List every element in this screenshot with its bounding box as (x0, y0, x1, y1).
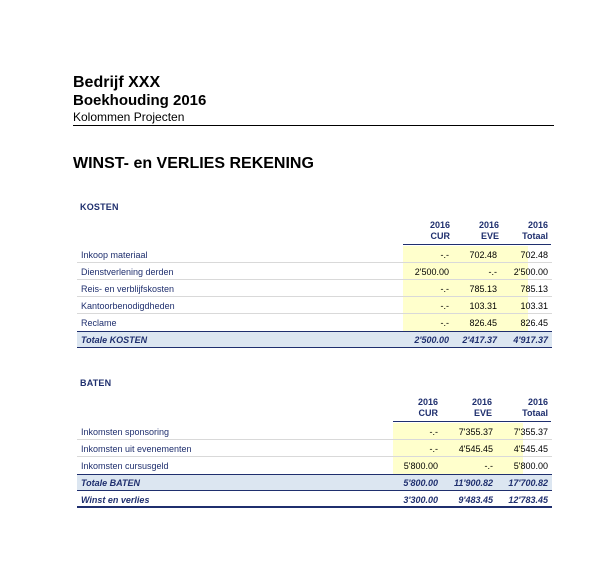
value-totaal: 826.45 (520, 318, 548, 328)
table-row (77, 263, 552, 280)
column-year: 2016 (429, 220, 450, 230)
total-eve: 11'900.82 (453, 478, 493, 488)
net-result-label: Winst en verlies (81, 495, 150, 505)
value-eve: 826.45 (469, 318, 497, 328)
value-cur: -.- (440, 284, 449, 294)
value-totaal: 103.31 (520, 301, 548, 311)
value-eve: -.- (488, 267, 497, 277)
column-year: 2016 (471, 397, 492, 407)
value-eve: 4'545.45 (458, 444, 493, 454)
column-header-cur (400, 220, 450, 242)
value-cur: -.- (429, 427, 438, 437)
value-cur: -.- (440, 301, 449, 311)
net-bottom-rule (77, 506, 552, 508)
total-top-rule (77, 331, 552, 332)
total-top-rule (77, 474, 552, 475)
column-header-totaal (500, 397, 548, 419)
total-label: Totale KOSTEN (81, 335, 148, 345)
table-row (77, 280, 552, 297)
value-eve: -.- (484, 461, 493, 471)
table-row (77, 246, 552, 263)
value-totaal: 5'800.00 (513, 461, 548, 471)
table-row (77, 314, 552, 331)
column-year: 2016 (417, 397, 438, 407)
net-totaal: 12'783.45 (508, 495, 548, 505)
value-cur: -.- (429, 444, 438, 454)
column-header-underline (393, 421, 551, 422)
column-name: Totaal (522, 231, 548, 241)
total-totaal: 17'700.82 (508, 478, 548, 488)
row-label: Dienstverlening derden (81, 267, 174, 277)
table-row (77, 297, 552, 314)
total-totaal: 4'917.37 (513, 335, 548, 345)
column-name: Totaal (522, 408, 548, 418)
row-label: Inkomsten uit evenementen (81, 444, 192, 454)
value-eve: 103.31 (469, 301, 497, 311)
column-year: 2016 (527, 220, 548, 230)
table-row (77, 440, 552, 457)
row-label: Inkomsten cursusgeld (81, 461, 169, 471)
company-name: Bedrijf XXX (73, 74, 161, 91)
column-header-cur (388, 397, 438, 419)
report-subtitle: Kolommen Projecten (73, 110, 185, 124)
column-year: 2016 (478, 220, 499, 230)
total-cur: 2'500.00 (414, 335, 449, 345)
column-name: EVE (473, 408, 492, 418)
net-eve: 9'483.45 (458, 495, 493, 505)
value-totaal: 702.48 (520, 250, 548, 260)
section-label-kosten: KOSTEN (80, 202, 119, 212)
column-header-eve (453, 220, 499, 242)
row-label: Inkoop materiaal (81, 250, 148, 260)
column-header-totaal (500, 220, 548, 242)
section-label-baten: BATEN (80, 378, 112, 388)
value-cur: -.- (440, 250, 449, 260)
value-eve: 7'355.37 (458, 427, 493, 437)
total-label: Totale BATEN (81, 478, 141, 488)
bookkeeping-title: Boekhouding 2016 (73, 92, 207, 109)
total-row-baten (77, 474, 552, 491)
net-result-row (77, 491, 552, 508)
value-cur: 2'500.00 (414, 267, 449, 277)
column-name: EVE (480, 231, 499, 241)
row-label: Inkomsten sponsoring (81, 427, 170, 437)
header-divider (73, 125, 554, 126)
total-bottom-rule (77, 347, 552, 348)
row-label: Kantoorbenodigdheden (81, 301, 175, 311)
total-row-kosten (77, 331, 552, 348)
value-cur: 5'800.00 (403, 461, 438, 471)
table-row (77, 423, 552, 440)
column-year: 2016 (527, 397, 548, 407)
value-totaal: 2'500.00 (513, 267, 548, 277)
column-header-underline (403, 244, 551, 245)
value-eve: 702.48 (469, 250, 497, 260)
column-name: CUR (418, 408, 438, 418)
table-row (77, 457, 552, 474)
report-title: WINST- en VERLIES REKENING (73, 155, 314, 172)
row-label: Reclame (81, 318, 117, 328)
value-eve: 785.13 (469, 284, 497, 294)
net-cur: 3'300.00 (403, 495, 438, 505)
value-totaal: 785.13 (520, 284, 548, 294)
value-totaal: 4'545.45 (513, 444, 548, 454)
total-eve: 2'417.37 (462, 335, 497, 345)
row-label: Reis- en verblijfskosten (81, 284, 175, 294)
value-cur: -.- (440, 318, 449, 328)
value-totaal: 7'355.37 (513, 427, 548, 437)
column-header-eve (446, 397, 492, 419)
column-name: CUR (430, 231, 450, 241)
total-cur: 5'800.00 (403, 478, 438, 488)
